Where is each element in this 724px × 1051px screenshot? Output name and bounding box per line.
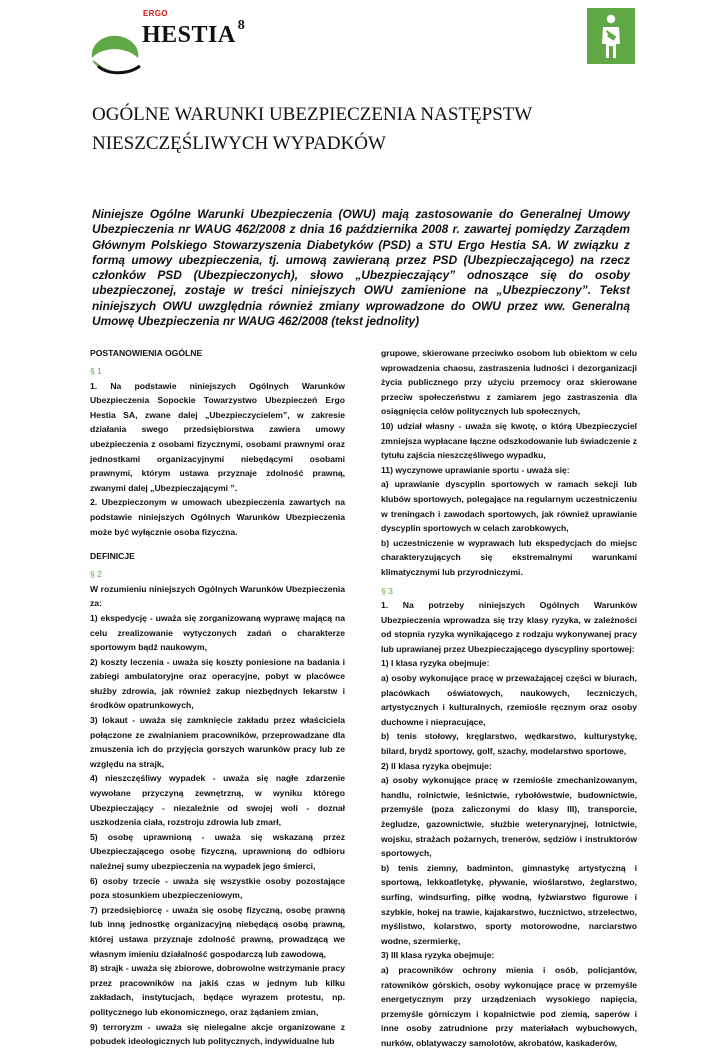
definition-item: 4) nieszczęśliwy wypadek - uważa się nagłe zdarzenie wywołane przyczyną zewnętrzną, w wyniku którego Ubezpieczający - niezależnie od swojej woli - doznał uszkodzenia ciała, rozstroju zdrowia lub zmarł, (90, 773, 345, 828)
paragraph: 1. Na podstawie niniejszych Ogólnych Warunków Ubezpieczenia Sopockie Towarzystwo Ubezpieczeń Ergo Hestia SA, zwane dalej „Ubezpieczycielem”, w zakresie działania swego przedsiębiorstwa zawiera umowy ubezpieczenia z osobami fizycznymi, osobami prawnymi oraz jednostkami organizacyjnymi niebędącymi osobami prawnymi, którym ustawa przyznaje zdolność prawną, zwanymi dalej „Ubezpieczającymi ”. (90, 380, 345, 493)
left-column (90, 346, 345, 1049)
hestia-superscript: 8 (237, 18, 246, 33)
section-mark-1: § 1 (90, 366, 102, 376)
hestia-wordmark (142, 18, 245, 47)
paragraph: grupowe, skierowane przeciwko osobom lub obiektom w celu wprowadzenia chaosu, zastraszenia ludności i dezorganizacji życia publicznego przy użyciu przemocy oraz skierowane przeciw społeczeństwu z zamiarem jego zastraszenia dla osiągnięcia celów politycznych lub społecznych, (381, 348, 637, 417)
risk-class-subitem: a) osoby wykonujące pracę w przeważającej części w biurach, placówkach oświatowych, naukowych, leczniczych, artystycznych i kulturalnych, rzemiośle ręcznym oraz osoby duchowne i niepracujące, (381, 673, 637, 727)
title-line-1: OGÓLNE WARUNKI UBEZPIECZENIA NASTĘPSTW (92, 104, 533, 125)
ergo-hestia-logo (86, 6, 266, 76)
definition-item: 5) osobę uprawnioną - uważa się wskazaną przez Ubezpieczającego osobę fizyczną, uprawnioną do odbioru należnej sumy ubezpieczenia na wypadek jego śmierci, (90, 831, 345, 871)
risk-class-item: 1) I klasa ryzyka obejmuje: (381, 658, 490, 669)
section-mark-2: § 2 (90, 569, 102, 580)
definition-item: 11) wyczynowe uprawianie sportu - uważa się: (381, 464, 570, 475)
definition-item: 6) osoby trzecie - uważa się wszystkie osoby pozostające poza stosunkiem ubezpieczeniowym, (90, 875, 345, 901)
ergo-wordmark: ERGO (143, 9, 168, 18)
definition-item: 9) terroryzm - uważa się nielegalne akcje organizowane z pobudek ideologicznych lub politycznych, indywidualne lub (90, 1021, 345, 1047)
paragraph: 1. Na potrzeby niniejszych Ogólnych Warunków Ubezpieczenia wprowadza się trzy klasy ryzyka, w zależności od stopnia ryzyka wynikającego z rodzaju wykonywanej pracy lub uprawianej przez Ubezpieczającego dyscypliny sportowej: (381, 600, 637, 654)
section-heading-definitions: DEFINICJE (90, 551, 135, 562)
risk-class-subitem: a) osoby wykonujące pracę w rzemiośle zmechanizowanym, handlu, rolnictwie, leśnictwie, rybołówstwie, budownictwie, przemyśle (poza zaliczonymi do klasy III), transporcie, żegludze, gazownictwie, służbie weterynaryjnej, lotnictwie, wojsku, strażach pożarnych, trenerów, sędziów i instruktorów sportowych, (381, 775, 637, 859)
section-heading-general: POSTANOWIENIA OGÓLNE (90, 348, 203, 358)
definition-subitem: a) uprawianie dyscyplin sportowych w ramach sekcji lub klubów sportowych, polegające na regularnym uczestniczeniu w treningach i zawodach sportowych, jak również uprawianie dyscyplin sportowych w celach zarobkowych, (381, 479, 637, 534)
right-column (381, 346, 637, 1051)
definition-item: 10) udział własny - uważa się kwotę, o którą Ubezpieczyciel zmniejsza wypłacane łączne odszkodowanie lub świadczenie z tytułu zajścia nieszczęśliwego wypadku, (381, 420, 637, 461)
paragraph: W rozumieniu niniejszych Ogólnych Warunków Ubezpieczenia za: (90, 583, 345, 609)
person-with-arm-sling-icon (587, 8, 635, 64)
risk-class-subitem: a) pracowników ochrony mienia i osób, policjantów, ratowników górskich, osoby wykonujące pracę w przemyśle energetycznym przy urządzeniach wysokiego napięcia, przemyśle górniczym i kopalnictwie pod ziemią, saperów i inne osoby zatrudnione przy materiałach wybuchowych, nurków, oblatywaczy samolotów, akrobatów, kaskaderów, (381, 964, 637, 1048)
definition-item: 3) lokaut - uważa się zamknięcie zakładu przez właściciela połączone ze zwalnianiem pracowników, przeprowadzane dla zmuszenia ich do przyjęcia gorszych warunków pracy lub ze względu na strajk, (90, 715, 345, 769)
hestia-swoosh-icon (86, 32, 146, 76)
risk-class-item: 2) II klasa ryzyka obejmuje: (381, 760, 492, 771)
definition-item: 8) strajk - uważa się zbiorowe, dobrowolne wstrzymanie pracy przez pracowników na jakiś czas w jednym lub kilku zakładach, instytucjach, będące wyrazem protestu, np. politycznego lub ekonomicznego, oraz żądaniem zmian, (90, 963, 345, 1017)
definition-item: 1) ekspedycję - uważa się zorganizowaną wyprawę mającą na celu zrealizowanie wytyczonych zadań o charakterze sportowym bądź naukowym, (90, 612, 345, 653)
risk-class-subitem: b) tenis ziemny, badminton, gimnastykę artystyczną i sportową, lekkoatletykę, pływanie, wioślarstwo, żeglarstwo, surfing, windsurfing, piłkę wodną, łyżwiarstwo figurowe i szybkie, hokej na trawie, kajakarstwo, łucznictwo, strzelectwo, myślistwo, kolarstwo, sporty motorowodne, narciarstwo wodne, szermierkę, (381, 862, 637, 946)
definition-item: 2) koszty leczenia - uważa się koszty poniesione na badania i zabiegi ambulatoryjne oraz operacyjne, pobyt w placówce służby zdrowia, jak również zakup niezbędnych lekarstw i środków opatrunkowych, (90, 656, 345, 711)
intro-paragraph: Niniejsze Ogólne Warunki Ubezpieczenia (OWU) mają zastosowanie do Generalnej Umowy Ubezpieczenia nr WAUG 462/2008 z dnia 16 października 2008 r. zawartej pomiędzy Zarządem Głównym Polskiego Stowarzyszenia Diabetyków (PSD) a STU Ergo Hestia SA. W związku z formą umowy ubezpieczenia, tj. umową zawieraną przez PSD (Ubezpieczającego) na rzecz członków PSD (Ubezpieczonych), słowo „Ubezpieczający” odnoszące się do osoby ubezpieczonej, zostaje w treści niniejszych OWU zamienione na „Ubezpieczony”. Tekst niniejszych OWU uwzględnia również zmiany wprowadzone do OWU przez ww. Generalną Umowę Ubezpieczenia nr WAUG 462/2008 (tekst jednolity) (92, 207, 630, 329)
paragraph: 2. Ubezpieczonym w umowach ubezpieczenia zawartych na podstawie niniejszych Ogólnych Warunków Ubezpieczenia może być wyłącznie osoba fizyczna. (90, 497, 345, 537)
risk-class-subitem: b) tenis stołowy, kręglarstwo, wędkarstwo, kulturystykę, bilard, brydż sportowy, golf, szachy, modelarstwo sportowe, (381, 731, 637, 757)
accident-insurance-badge (587, 8, 635, 64)
definition-item: 7) przedsiębiorcę - uważa się osobę fizyczną, osobę prawną lub inną jednostkę organizacyjną niebędącą osobą prawną, której ustawa przyznaje zdolność prawną, prowadzącą we własnym imieniu działalność gospodarczą lub zawodową, (90, 904, 345, 959)
section-mark-3: § 3 (381, 585, 393, 596)
definition-subitem: b) uczestniczenie w wyprawach lub ekspedycjach do miejsc charakteryzujących się ekstremalnymi warunkami klimatycznymi lub przyrodniczymi. (381, 537, 637, 577)
document-title (92, 100, 652, 158)
hestia-name: HESTIA (142, 22, 236, 48)
title-line-2: NIESZCZĘŚLIWYCH WYPADKÓW (92, 133, 386, 154)
risk-class-item: 3) III klasa ryzyka obejmuje: (381, 950, 495, 961)
